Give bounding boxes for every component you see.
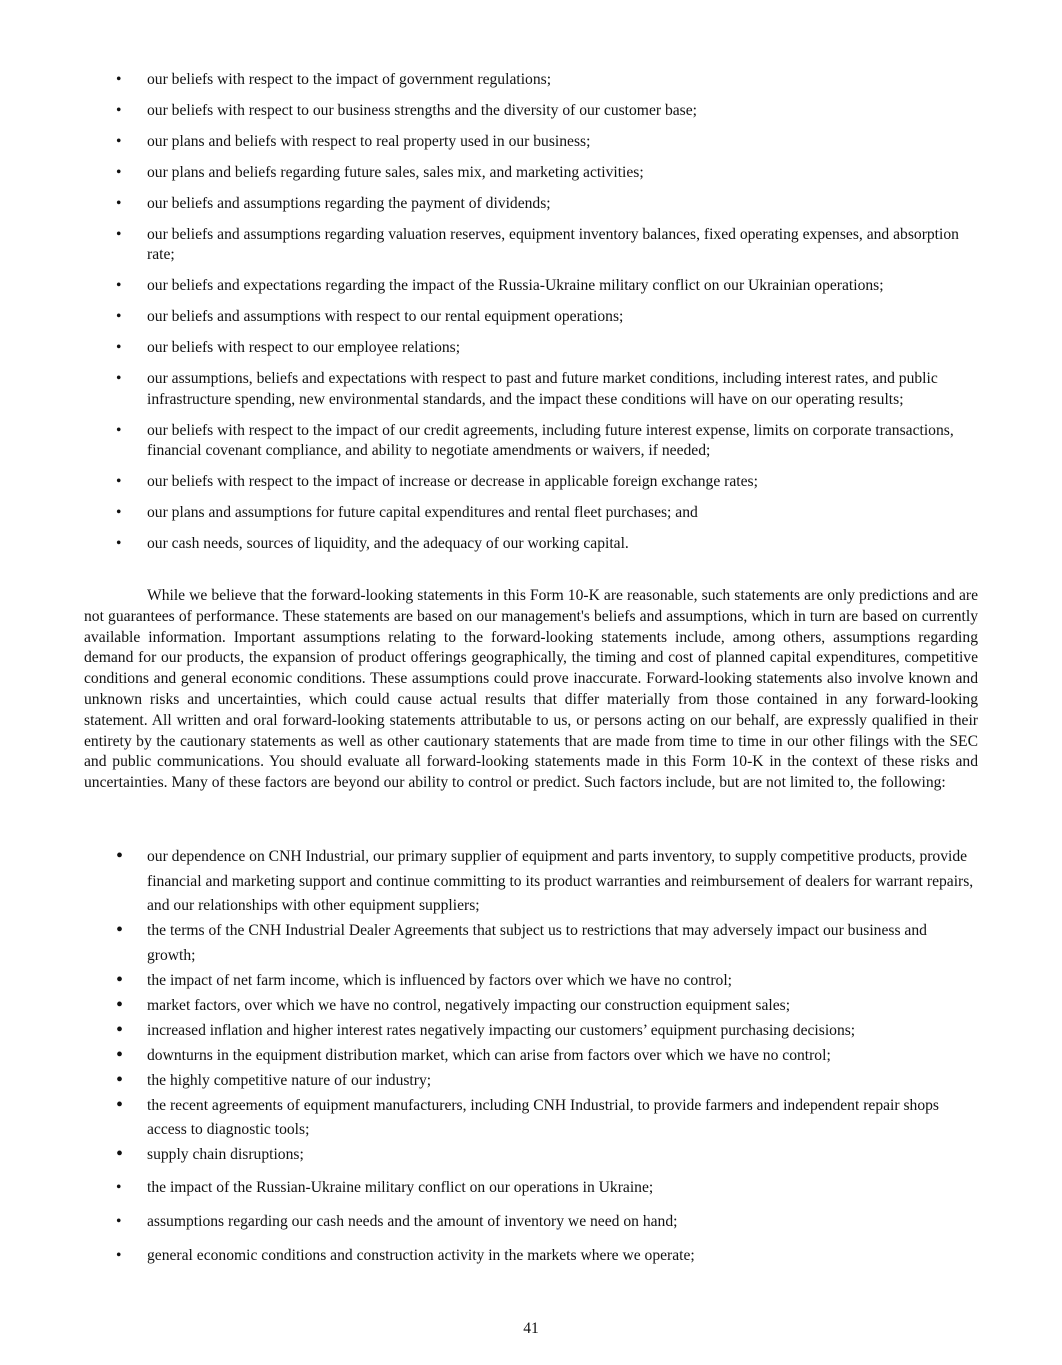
list-item: [0, 1069, 1062, 1094]
list-item: [0, 338, 1062, 358]
list-item-text: general economic conditions and construction activity in the markets where we operate;: [147, 1247, 695, 1264]
list-item-text: the highly competitive nature of our industry;: [147, 1071, 432, 1089]
bullet: •: [116, 277, 122, 295]
list-item: [0, 369, 1062, 410]
list-item: [0, 472, 1062, 492]
list-item: [0, 1244, 1062, 1268]
list-item: [0, 1019, 1062, 1044]
list-item-text: our beliefs with respect to our business strengths and the diversity of our customer base;: [147, 102, 697, 119]
risk-factors-list: [0, 845, 1062, 1168]
bullet: •: [116, 226, 122, 243]
list-item-text: our beliefs and assumptions regarding the payment of dividends;: [147, 195, 551, 212]
bullet: •: [116, 1068, 124, 1091]
bullet: •: [116, 195, 122, 212]
cautionary-paragraph: While we believe that the forward-looking statements in this Form 10-K are reasonable, such statements are only predictions and are not guarantees of performance. These statements are based on our management's beliefs and assumptions, which in turn are based on currently available information. Important assumptions relating to the forward-looking statements include, among others, assumptions regarding demand for our products, the expansion of product offerings geographically, the timing and cost of planned capital expenditures, competitive conditions and general economic conditions. These assumptions could prove inaccurate. Forward-looking statements also involve known and unknown risks and uncertainties, which could cause actual results that differ materially from those contained in any forward-looking statement. All written and oral forward-looking statements attributable to us, or persons acting on our behalf, are expressly qualified in their entirety by the cautionary statements as well as other cautionary statements that are made from time to time in our other filings with the SEC and public communications. You should evaluate all forward-looking statements made in this Form 10-K in the context of these risks and uncertainties. Many of these factors are beyond our ability to control or predict. Such factors include, but are not limited to, the following:: [84, 587, 978, 792]
list-item-text: supply chain disruptions;: [147, 1146, 304, 1164]
list-item-text: our plans and assumptions for future capital expenditures and rental fleet purchases; and: [147, 504, 698, 522]
bullet: •: [116, 1018, 124, 1041]
bullet: •: [116, 164, 122, 181]
bullet: •: [116, 1143, 124, 1166]
bullet: •: [116, 133, 122, 150]
list-item-text: our beliefs with respect to the impact of increase or decrease in applicable foreign exchange rates;: [147, 473, 758, 491]
list-item: [0, 1044, 1062, 1069]
list-item-text: the impact of net farm income, which is influenced by factors over which we have no control;: [147, 971, 733, 989]
bullet: •: [116, 339, 122, 357]
bullet: •: [116, 421, 122, 439]
list-item-text: downturns in the equipment distribution market, which can arise from factors over which we have no control;: [147, 1046, 831, 1064]
bullet: •: [116, 535, 122, 553]
list-item-text: our beliefs with respect to the impact of our credit agreements, including future interest expense, limits on corporate transactions, financial covenant compliance, and ability to negotiate amendments or waivers, if needed;: [147, 421, 954, 460]
list-item: [0, 1094, 1062, 1143]
list-item: [0, 307, 1062, 327]
bullet: •: [116, 308, 122, 326]
list-item: [0, 503, 1062, 523]
page-number: 41: [523, 1320, 539, 1337]
list-item-text: our beliefs and expectations regarding the impact of the Russia-Ukraine military conflict on our Ukrainian operations;: [147, 277, 884, 295]
forward-looking-beliefs-list: [0, 70, 1062, 565]
list-item: [0, 101, 1062, 121]
bullet: •: [116, 968, 124, 991]
list-item: [0, 276, 1062, 296]
bullet: •: [116, 919, 124, 942]
list-item-text: the terms of the CNH Industrial Dealer Agreements that subject us to restrictions that may adversely impact our business and growth;: [147, 922, 927, 964]
bullet: •: [116, 71, 122, 88]
list-item: [0, 194, 1062, 214]
bullet: •: [116, 1247, 122, 1264]
list-item: [0, 969, 1062, 994]
list-item-text: our dependence on CNH Industrial, our primary supplier of equipment and parts inventory, to supply competitive products, provide financial and marketing support and continue committing to its product warranties and reimbursement of dealers for warrant repairs, and our relationships with other equipment suppliers;: [147, 848, 974, 915]
bullet: •: [116, 993, 124, 1016]
list-item-text: increased inflation and higher interest rates negatively impacting our customers’ equipment purchasing decisions;: [147, 1021, 856, 1039]
list-item-text: our beliefs and assumptions with respect to our rental equipment operations;: [147, 308, 624, 326]
list-item-text: our cash needs, sources of liquidity, and the adequacy of our working capital.: [147, 535, 629, 553]
list-item: [0, 845, 1062, 919]
list-item: [0, 421, 1062, 462]
list-item-text: our assumptions, beliefs and expectations with respect to past and future market conditions, including interest rates, and public infrastructure spending, new environmental standards, and the impact these conditions will have on our operating results;: [147, 370, 938, 408]
list-item: [0, 163, 1062, 183]
list-item-text: our beliefs with respect to the impact of government regulations;: [147, 71, 552, 88]
bullet: •: [116, 1093, 124, 1116]
bullet: •: [116, 1179, 122, 1196]
bullet: •: [116, 1213, 122, 1230]
list-item: [0, 70, 1062, 90]
bullet: •: [116, 102, 122, 119]
list-item-text: our beliefs with respect to our employee relations;: [147, 339, 461, 357]
list-item: [0, 1176, 1062, 1200]
list-item-text: our beliefs and assumptions regarding valuation reserves, equipment inventory balances, fixed operating expenses, and absorption rate;: [147, 226, 959, 264]
list-item-text: our plans and beliefs with respect to real property used in our business;: [147, 133, 591, 150]
list-item: [0, 1210, 1062, 1234]
list-item-text: market factors, over which we have no control, negatively impacting our construction equipment sales;: [147, 996, 791, 1014]
list-item: [0, 534, 1062, 554]
bullet: •: [116, 504, 122, 522]
bullet: •: [116, 473, 122, 491]
list-item-text: our plans and beliefs regarding future sales, sales mix, and marketing activities;: [147, 164, 644, 181]
risk-factors-list-continued: [0, 1176, 1062, 1278]
list-item-text: the recent agreements of equipment manufacturers, including CNH Industrial, to provide farmers and independent repair shops access to diagnostic tools;: [147, 1096, 939, 1139]
list-item-text: assumptions regarding our cash needs and the amount of inventory we need on hand;: [147, 1213, 678, 1230]
list-item: [0, 919, 1062, 968]
list-item-text: the impact of the Russian-Ukraine military conflict on our operations in Ukraine;: [147, 1179, 654, 1196]
list-item: [0, 225, 1062, 266]
list-item: [0, 1143, 1062, 1168]
bullet: •: [116, 370, 122, 388]
bullet: •: [116, 845, 124, 867]
bullet: •: [116, 1043, 124, 1066]
list-item: [0, 994, 1062, 1019]
list-item: [0, 132, 1062, 152]
